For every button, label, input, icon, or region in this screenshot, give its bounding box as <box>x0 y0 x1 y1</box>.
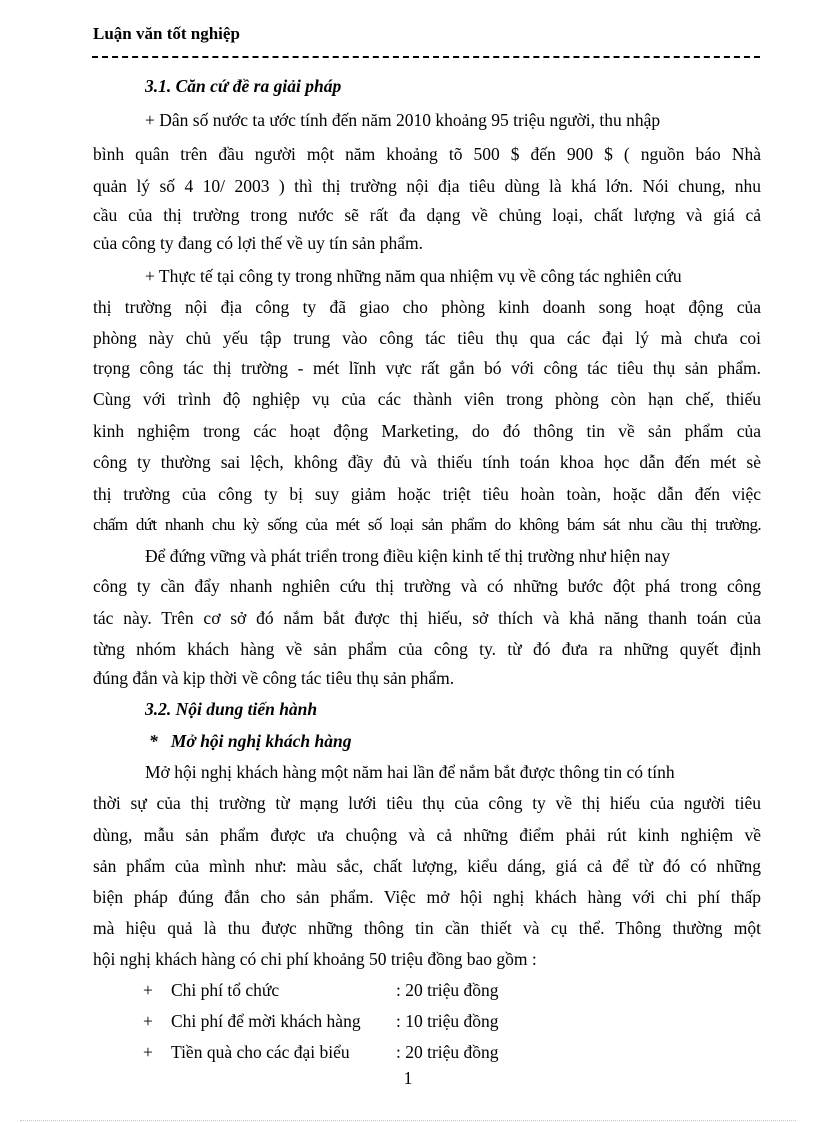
section-heading: 3.2. Nội dung tiến hành <box>145 699 318 719</box>
paragraph-line: bình quân trên đầu người một năm khoảng tõ 500 $ đến 900 $ ( nguồn báo Nhà <box>93 144 761 164</box>
paragraph-line: Cùng với trình độ nghiệp vụ của các thành viên trong phòng còn hạn chế, thiếu <box>93 389 761 409</box>
cost-list-item <box>143 1011 499 1031</box>
paragraph-line: Để đứng vững và phát triển trong điều kiện kinh tế thị trường như hiện nay <box>145 546 670 566</box>
cost-item-label: Tiền quà cho các đại biểu <box>171 1042 350 1062</box>
subsection-heading: * Mở hội nghị khách hàng <box>149 731 352 751</box>
paragraph-line: từng nhóm khách hàng về sản phẩm của công ty. từ đó đưa ra những quyết định <box>93 639 761 659</box>
paragraph-line: của công ty đang có lợi thế về uy tín sản phẩm. <box>93 233 424 253</box>
paragraph-line: thị trường của công ty bị suy giảm hoặc triệt tiêu hoàn toàn, hoặc dẫn đến việc <box>93 484 761 504</box>
cost-list-item <box>143 1042 499 1062</box>
paragraph-line: Mở hội nghị khách hàng một năm hai lần để nắm bắt được thông tin có tính <box>145 762 675 782</box>
paragraph-line: + Thực tế tại công ty trong những năm qua nhiệm vụ về công tác nghiên cứu <box>145 266 682 286</box>
paragraph-line: trọng công tác thị trường - mét lĩnh vực rất gắn bó với công tác tiêu thụ sản phẩm. <box>93 358 761 378</box>
paragraph-line: dùng, mẫu sản phẩm được ưa chuộng và cả những điểm phải rút kinh nghiệm về <box>93 825 761 845</box>
paragraph-line: công ty cần đẩy nhanh nghiên cứu thị trường và có những bước đột phá trong công <box>93 576 761 596</box>
paragraph-line: thị trường nội địa công ty đã giao cho phòng kinh doanh song hoạt động của <box>93 297 761 317</box>
page-bottom-rule <box>20 1120 796 1121</box>
paragraph-line: kinh nghiệm trong các hoạt động Marketing, do đó thông tin về sản phẩm của <box>93 421 761 441</box>
paragraph-line: công ty thường sai lệch, không đầy đủ và thiếu tính toán khoa học dẫn đến mét sè <box>93 452 761 472</box>
cost-item-amount: : 10 triệu đồng <box>396 1011 499 1031</box>
paragraph-line: tác này. Trên cơ sở đó nắm bắt được thị hiếu, sở thích và khả năng thanh toán của <box>93 608 761 628</box>
list-bullet: + <box>143 980 153 1000</box>
document-header-title: Luận văn tốt nghiệp <box>93 24 240 43</box>
page-number: 1 <box>403 1068 413 1088</box>
paragraph-line: biện pháp đúng đắn cho sản phẩm. Việc mở hội nghị khách hàng với chi phí thấp <box>93 887 761 907</box>
section-heading: 3.1. Căn cứ đề ra giải pháp <box>145 76 342 96</box>
paragraph-line: + Dân số nước ta ước tính đến năm 2010 khoảng 95 triệu người, thu nhập <box>145 110 661 130</box>
paragraph-line: quản lý số 4 10/ 2003 ) thì thị trường nội địa tiêu dùng là khá lớn. Nói chung, nhu <box>93 176 761 196</box>
cost-item-amount: : 20 triệu đồng <box>396 980 499 1000</box>
cost-item-amount: : 20 triệu đồng <box>396 1042 499 1062</box>
paragraph-line: sản phẩm của mình như: màu sắc, chất lượng, kiểu dáng, giá cả để từ đó có những <box>93 856 761 876</box>
paragraph-line: chấm dứt nhanh chu kỳ sống của mét số loại sản phẩm do không bám sát nhu cầu thị trường. <box>93 515 761 534</box>
cost-item-label: Chi phí tổ chức <box>171 980 280 1000</box>
paragraph-line: mà hiệu quả là thu được những thông tin cần thiết và cụ thể. Thông thường một <box>93 918 761 938</box>
list-bullet: + <box>143 1042 153 1062</box>
paragraph-line: cầu của thị trường trong nước sẽ rất đa dạng về chủng loại, chất lượng và giá cả <box>93 205 761 225</box>
cost-item-label: Chi phí để mời khách hàng <box>171 1011 361 1031</box>
paragraph-line: đúng đắn và kịp thời về công tác tiêu thụ sản phẩm. <box>93 668 455 688</box>
list-bullet: + <box>143 1011 153 1031</box>
header-dashed-rule <box>92 56 760 58</box>
cost-list-item <box>143 980 499 1000</box>
paragraph-line: phòng này chủ yếu tập trung vào công tác tiêu thụ qua các đại lý mà chưa coi <box>93 328 761 348</box>
paragraph-line: hội nghị khách hàng có chi phí khoảng 50 triệu đồng bao gồm : <box>93 949 537 969</box>
paragraph-line: thời sự của thị trường từ mạng lưới tiêu thụ của công ty về thị hiếu của người tiêu <box>93 793 761 813</box>
